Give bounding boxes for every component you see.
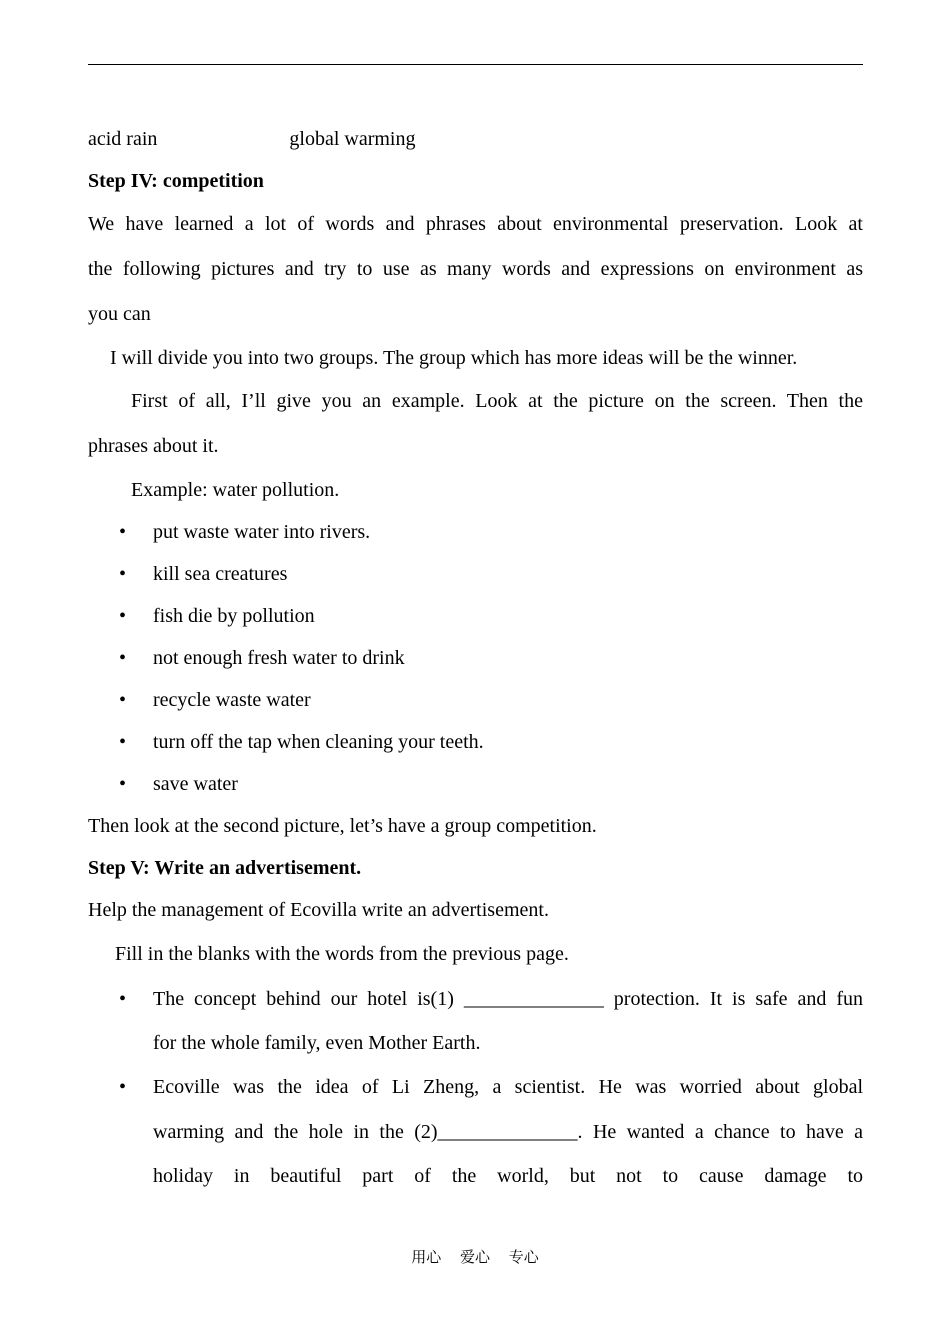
- bullet-icon: •: [119, 605, 127, 627]
- list-item: • put waste water into rivers.: [88, 511, 863, 553]
- step4-example-label: Example: water pollution.: [131, 479, 340, 501]
- bullet-icon: •: [119, 689, 127, 711]
- step4-then: Then look at the second picture, let’s have a group competition.: [88, 815, 597, 837]
- footer-word-1: 用心: [411, 1248, 442, 1266]
- term-acid-rain: acid rain: [88, 128, 158, 150]
- step5-fill-instruction: Fill in the blanks with the words from the previous page.: [115, 943, 569, 965]
- step4-intro: [88, 202, 863, 337]
- example-bullet-list: [88, 511, 863, 805]
- step5-help: Help the management of Ecovilla write an advertisement.: [88, 899, 549, 921]
- ad-item-1-line1: The concept behind our hotel is(1) ______________ protection. It is safe and fun: [153, 988, 863, 1010]
- ad-item-2-line1: Ecoville was the idea of Li Zheng, a scientist. He was worried about global: [153, 1076, 863, 1098]
- list-item: • turn off the tap when cleaning your teeth.: [88, 721, 863, 763]
- step4-intro-line2: the following pictures and try to use as many words and expressions on environment as: [88, 258, 863, 280]
- list-item: • save water: [88, 763, 863, 805]
- footer-word-3: 专心: [508, 1248, 539, 1266]
- bullet-icon: •: [119, 1076, 127, 1098]
- step4-heading: Step IV: competition: [88, 170, 264, 192]
- ad-item-1-line2: for the whole family, even Mother Earth.: [153, 1032, 481, 1054]
- ad-item-1: [88, 977, 863, 1065]
- document-body: [88, 118, 863, 1199]
- footer-word-2: 爱心: [459, 1248, 490, 1266]
- ad-item-2-line2: warming and the hole in the (2)______________. He wanted a chance to have a: [153, 1120, 863, 1143]
- step4-divide: I will divide you into two groups. The group which has more ideas will be the winner.: [110, 347, 798, 369]
- ad-item-2-line3: holiday in beautiful part of the world, but not to cause damage to: [153, 1165, 863, 1187]
- bullet-icon: •: [119, 563, 127, 585]
- header-rule: [88, 64, 863, 65]
- bullet-icon: •: [119, 773, 127, 795]
- list-item: • kill sea creatures: [88, 553, 863, 595]
- step4-example-intro: [88, 379, 863, 469]
- step4-intro-line3: you can: [88, 303, 151, 325]
- list-item: • not enough fresh water to drink: [88, 637, 863, 679]
- bullet-icon: •: [119, 521, 127, 543]
- list-item: • recycle waste water: [88, 679, 863, 721]
- term-global-warming: global warming: [289, 128, 416, 150]
- bullet-icon: •: [119, 988, 127, 1010]
- step4-intro-line1: We have learned a lot of words and phrases about environmental preservation. Look at: [88, 213, 863, 235]
- step5-heading: Step V: Write an advertisement.: [88, 857, 362, 879]
- top-terms: [88, 118, 863, 160]
- step4-example-line1: First of all, I’ll give you an example. Look at the picture on the screen. Then the: [131, 390, 863, 412]
- list-item: • fish die by pollution: [88, 595, 863, 637]
- bullet-icon: •: [119, 647, 127, 669]
- ad-item-2: [88, 1065, 863, 1199]
- page-footer: [0, 1246, 950, 1267]
- step4-example-line2: phrases about it.: [88, 435, 219, 457]
- bullet-icon: •: [119, 731, 127, 753]
